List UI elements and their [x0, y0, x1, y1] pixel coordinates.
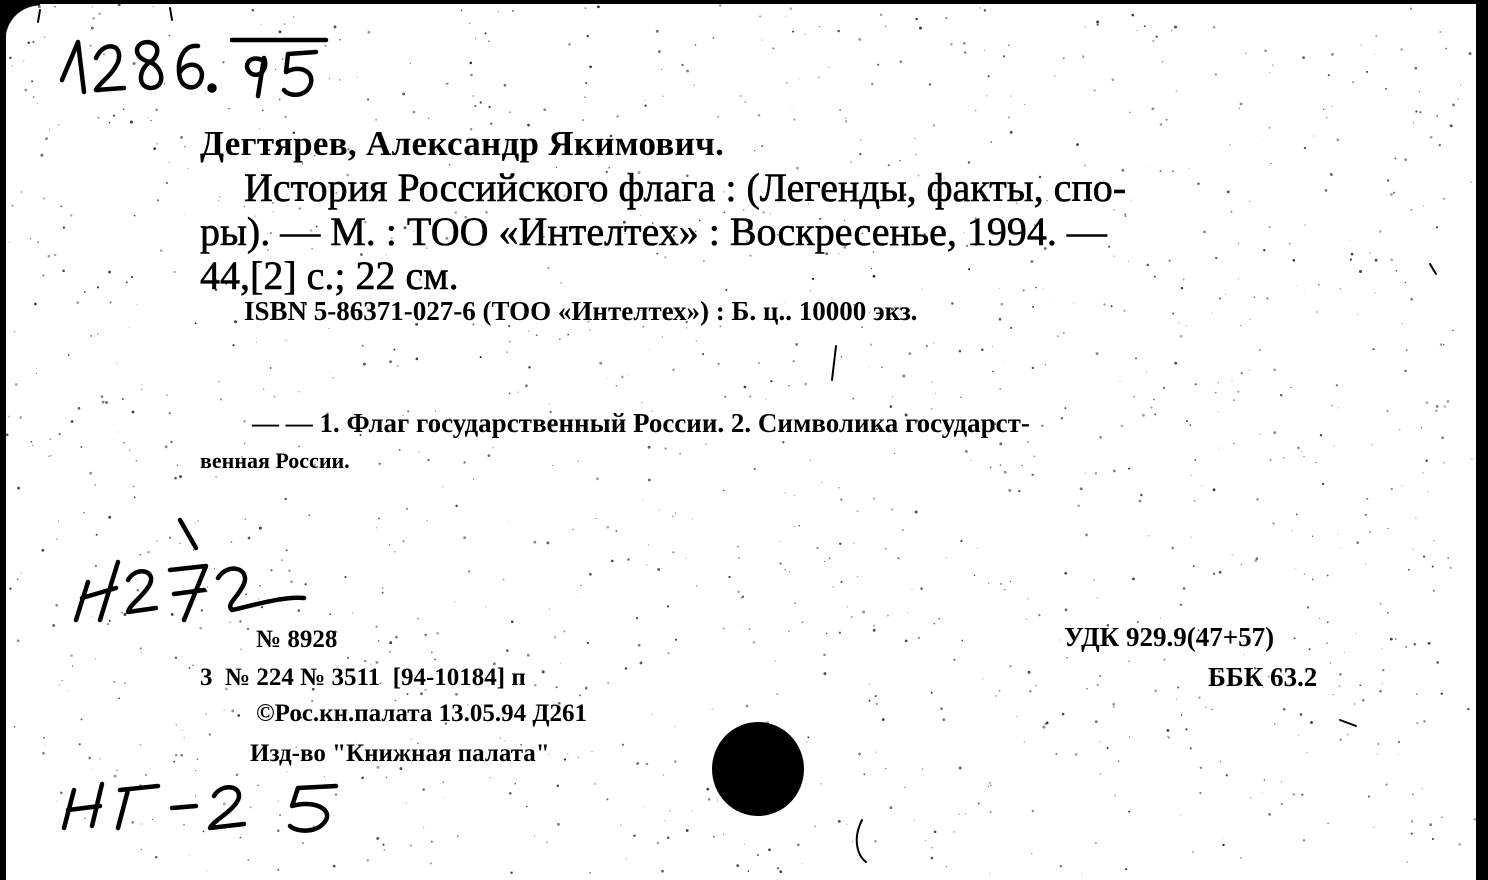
title-line-3: 44,[2] с.; 22 см.	[200, 253, 459, 298]
author-heading: Дегтярев, Александр Якимович.	[200, 124, 725, 163]
handwritten-bottom-code	[64, 784, 336, 831]
punch-hole	[712, 722, 804, 816]
title-line-2: ры). — М. : ТОО «Интелтех» : Воскресенье, 1994. —	[200, 209, 1107, 254]
publisher-line: Изд-во "Книжная палата"	[250, 740, 550, 767]
udk-code: УДК 929.9(47+57)	[1064, 622, 1275, 652]
handwritten-top-number	[62, 40, 326, 96]
numbers-line: 3 № 224 № 3511 [94-10184] п	[200, 664, 526, 691]
title-line-1: История Российского флага : (Легенды, факты, спо-	[244, 165, 1127, 210]
bbk-code: ББК 63.2	[1208, 662, 1318, 692]
handwritten-middle-code	[76, 520, 304, 620]
record-number: № 8928	[256, 626, 338, 653]
subjects-line-1: — — 1. Флаг государственный России. 2. Символика государст-	[252, 408, 1030, 438]
subjects-line-2: венная России.	[200, 448, 350, 473]
copyright-line: ©Рос.кн.палата 13.05.94 Д261	[256, 700, 588, 727]
isbn-line: ISBN 5-86371-027-6 (ТОО «Интелтех») : Б. ц.. 10000 экз.	[244, 296, 918, 326]
